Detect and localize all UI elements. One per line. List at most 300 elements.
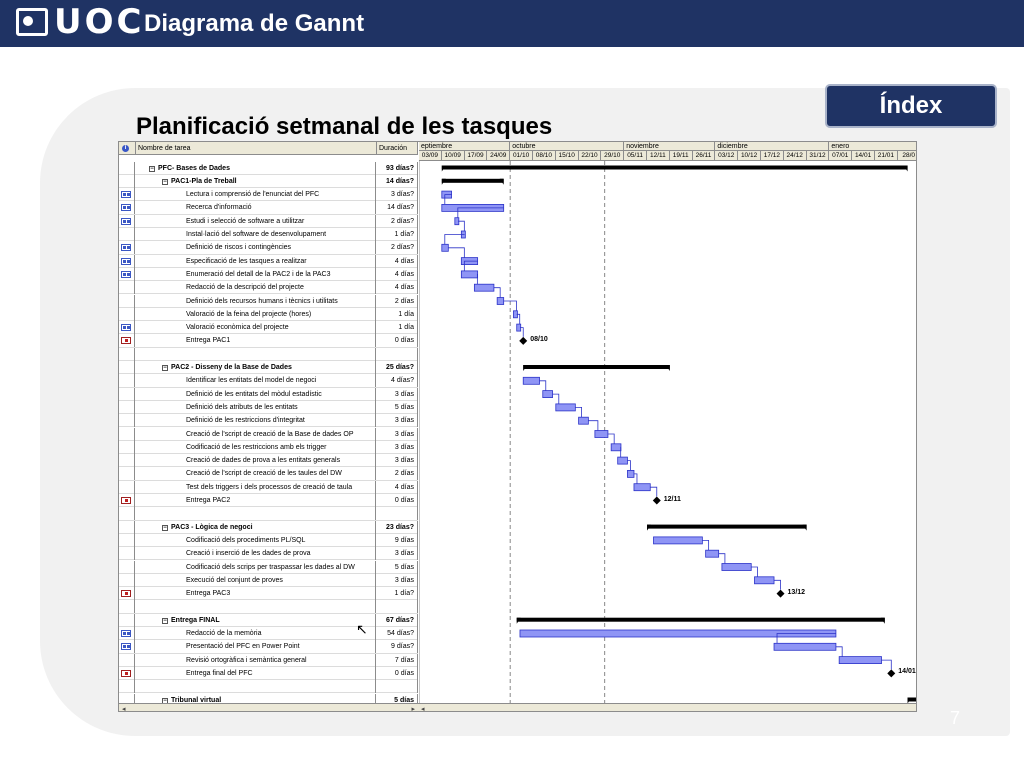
task-name-text: Creació i inserció de les dades de prova bbox=[186, 550, 311, 558]
gantt-chart-screenshot bbox=[118, 141, 917, 712]
task-row[interactable] bbox=[119, 494, 418, 507]
dependency-arrow bbox=[540, 381, 546, 391]
task-name bbox=[136, 334, 376, 347]
task-name bbox=[136, 561, 376, 574]
task-name-text: Creació de dades de prova a les entitats generals bbox=[186, 457, 341, 465]
task-name-text: Estudi i selecció de software a utilitzar bbox=[186, 217, 305, 225]
task-duration: 93 días? bbox=[377, 162, 418, 175]
collapse-icon[interactable]: − bbox=[163, 617, 167, 624]
timescale-month: noviembre bbox=[624, 142, 715, 151]
milestone-indicator-icon bbox=[121, 497, 131, 504]
task-duration: 67 días? bbox=[377, 614, 418, 627]
row-indicator bbox=[119, 308, 135, 321]
task-note-icon bbox=[121, 258, 131, 265]
dependency-arrow bbox=[650, 487, 657, 496]
task-row[interactable] bbox=[119, 188, 418, 201]
task-duration: 4 días bbox=[377, 255, 418, 268]
task-note-icon bbox=[121, 324, 131, 331]
timescale-week: 14/01 bbox=[852, 151, 875, 161]
task-name bbox=[136, 361, 376, 374]
timescale-week: 17/12 bbox=[761, 151, 784, 161]
task-bar bbox=[634, 484, 650, 491]
task-name bbox=[136, 428, 376, 441]
row-indicator bbox=[119, 441, 135, 454]
task-name-text: Definició dels recursos humans i tècnics i utilitats bbox=[186, 297, 338, 305]
row-indicator bbox=[119, 281, 135, 294]
task-note-icon bbox=[121, 191, 131, 198]
task-duration: 5 días bbox=[377, 401, 418, 414]
task-row[interactable] bbox=[119, 481, 418, 494]
task-name bbox=[136, 587, 376, 600]
task-duration: 3 días bbox=[377, 454, 418, 467]
task-row[interactable] bbox=[119, 401, 418, 414]
row-indicator bbox=[119, 667, 135, 680]
task-bar bbox=[595, 431, 608, 438]
task-row[interactable] bbox=[119, 388, 418, 401]
uoc-logo: UOC bbox=[54, 2, 145, 42]
task-name-text: Entrega PAC1 bbox=[186, 337, 231, 345]
timescale-week: 03/09 bbox=[419, 151, 442, 161]
task-duration: 3 días? bbox=[377, 188, 418, 201]
task-row[interactable] bbox=[119, 241, 418, 254]
dependency-arrow bbox=[494, 288, 500, 298]
timeline-scroll-left-arrow-icon[interactable]: ◂ bbox=[421, 706, 425, 712]
scroll-right-arrow-icon[interactable]: ▸ bbox=[411, 706, 415, 712]
row-indicator bbox=[119, 321, 135, 334]
task-name bbox=[136, 481, 376, 494]
header-bar bbox=[0, 0, 1024, 47]
milestone-indicator-icon bbox=[121, 670, 131, 677]
task-name bbox=[136, 201, 376, 214]
task-name bbox=[136, 374, 376, 387]
row-indicator bbox=[119, 494, 135, 507]
row-indicator bbox=[119, 547, 135, 560]
row-indicator bbox=[119, 507, 135, 520]
scroll-left-arrow-icon[interactable]: ◂ bbox=[122, 706, 126, 712]
timescale-week: 08/10 bbox=[533, 151, 556, 161]
task-name bbox=[136, 454, 376, 467]
task-row[interactable] bbox=[119, 467, 418, 480]
task-name-text: PAC2 - Disseny de la Base de Dades bbox=[171, 364, 292, 371]
task-row[interactable] bbox=[119, 374, 418, 387]
task-duration: 9 días? bbox=[377, 640, 418, 653]
row-indicator bbox=[119, 241, 135, 254]
row-indicator bbox=[119, 534, 135, 547]
summary-bar bbox=[442, 166, 908, 170]
task-row[interactable] bbox=[119, 587, 418, 600]
task-bar bbox=[774, 643, 836, 650]
task-name-text: Definició de les entitats del mòdul estadístic bbox=[186, 390, 322, 398]
timescale-week: 12/11 bbox=[647, 151, 670, 161]
task-duration bbox=[377, 680, 418, 693]
task-row[interactable] bbox=[119, 361, 418, 374]
task-name bbox=[136, 680, 376, 693]
task-name-text: PAC1-Pla de Treball bbox=[171, 177, 237, 185]
task-duration: 9 días bbox=[377, 534, 418, 547]
task-row[interactable] bbox=[119, 162, 418, 175]
task-duration: 14 días? bbox=[377, 201, 418, 214]
task-duration: 4 días bbox=[377, 281, 418, 294]
task-bar bbox=[839, 657, 881, 664]
row-indicator bbox=[119, 467, 135, 480]
task-name bbox=[136, 388, 376, 401]
task-name bbox=[136, 521, 376, 534]
task-name-text: Creació de l'script de creació de les taules del DW bbox=[186, 470, 342, 478]
row-indicator bbox=[119, 481, 135, 494]
summary-bar bbox=[442, 179, 504, 183]
task-name-text: Valoració de la feina del projecte (hores) bbox=[186, 310, 312, 318]
task-row[interactable] bbox=[119, 547, 418, 560]
task-duration: 4 días? bbox=[377, 374, 418, 387]
duration-column-header[interactable]: Duración bbox=[377, 142, 418, 155]
timescale-month: octubre bbox=[510, 142, 624, 151]
task-name-text: Identificar les entitats del model de negoci bbox=[186, 377, 317, 385]
task-name-text: Entrega PAC2 bbox=[186, 497, 231, 504]
task-row[interactable] bbox=[119, 694, 418, 704]
task-row[interactable] bbox=[119, 680, 418, 693]
task-name-text: Redacció de la descripció del projecte bbox=[186, 284, 304, 292]
task-bar bbox=[442, 244, 449, 251]
collapse-icon[interactable]: − bbox=[163, 365, 167, 371]
task-duration: 2 días? bbox=[377, 241, 418, 254]
mouse-pointer-icon: ↖ bbox=[356, 621, 368, 637]
milestone-diamond bbox=[887, 669, 895, 677]
milestone-date-label: 08/10 bbox=[530, 335, 548, 343]
row-indicator bbox=[119, 162, 135, 175]
row-indicator bbox=[119, 334, 135, 347]
task-name-text: Instal·lació del software de desenvolupament bbox=[186, 231, 327, 238]
task-note-icon bbox=[121, 244, 131, 251]
dependency-arrow bbox=[608, 434, 614, 444]
row-indicator bbox=[119, 201, 135, 214]
task-name bbox=[136, 162, 376, 175]
task-duration bbox=[377, 507, 418, 520]
milestone-indicator-icon bbox=[121, 590, 131, 597]
task-name-text: Entrega final del PFC bbox=[186, 669, 253, 677]
milestone-date-label: 14/01 bbox=[898, 668, 916, 676]
task-name-text: Codificació dels procediments PL/SQL bbox=[186, 536, 306, 544]
task-row[interactable] bbox=[119, 215, 418, 228]
task-name-text: Recerca d'informació bbox=[186, 204, 252, 212]
timescale-week: 15/10 bbox=[556, 151, 579, 161]
row-indicator bbox=[119, 561, 135, 574]
task-bar bbox=[654, 537, 703, 544]
dependency-arrow bbox=[627, 461, 630, 471]
task-name bbox=[136, 241, 376, 254]
task-table bbox=[119, 142, 418, 703]
collapse-icon[interactable]: − bbox=[163, 178, 167, 185]
task-name-text: Definició de riscos i contingències bbox=[186, 244, 292, 252]
task-duration: 5 días bbox=[377, 694, 418, 704]
table-horizontal-scrollbar[interactable] bbox=[119, 703, 418, 712]
timescale-week: 01/10 bbox=[510, 151, 533, 161]
task-name-text: Redacció de la memòria bbox=[186, 630, 262, 637]
task-name-text: Tribunal virtual bbox=[171, 696, 222, 703]
milestone-date-label: 13/12 bbox=[787, 588, 806, 596]
row-indicator bbox=[119, 295, 135, 308]
task-name-text: PFC- Bases de Dades bbox=[158, 164, 230, 172]
task-note-icon bbox=[121, 218, 131, 225]
task-row[interactable] bbox=[119, 414, 418, 427]
task-row[interactable] bbox=[119, 534, 418, 547]
task-name bbox=[136, 268, 376, 281]
timescale-week: 28/0 bbox=[898, 151, 917, 161]
task-name bbox=[136, 574, 376, 587]
task-duration: 7 días bbox=[377, 654, 418, 667]
task-row[interactable] bbox=[119, 428, 418, 441]
row-indicator bbox=[119, 574, 135, 587]
task-name-text: Codificació dels scrips per traspassar les dades al DW bbox=[186, 563, 355, 571]
row-indicator bbox=[119, 228, 135, 241]
timescale-week: 24/12 bbox=[784, 151, 807, 161]
task-name bbox=[136, 547, 376, 560]
row-indicator bbox=[119, 348, 135, 361]
timescale-week: 10/12 bbox=[738, 151, 761, 161]
task-name bbox=[136, 414, 376, 427]
row-indicator bbox=[119, 388, 135, 401]
task-bar bbox=[579, 417, 589, 424]
task-row[interactable] bbox=[119, 627, 418, 640]
timescale-week: 29/10 bbox=[601, 151, 624, 161]
task-row[interactable] bbox=[119, 640, 418, 653]
task-row[interactable] bbox=[119, 654, 418, 667]
row-indicator bbox=[119, 268, 135, 281]
task-name bbox=[136, 467, 376, 480]
gantt-bars bbox=[419, 142, 917, 703]
task-name bbox=[136, 321, 376, 334]
timescale-week: 05/11 bbox=[624, 151, 647, 161]
row-indicator bbox=[119, 454, 135, 467]
task-bar bbox=[556, 404, 576, 411]
task-name bbox=[136, 507, 376, 520]
task-duration: 4 días bbox=[377, 481, 418, 494]
index-button[interactable]: Índex bbox=[825, 84, 997, 128]
task-name-text: Lectura i comprensió de l'enunciat del PFC bbox=[186, 191, 320, 199]
timescale-week: 24/09 bbox=[487, 151, 510, 161]
task-duration: 3 días bbox=[377, 414, 418, 427]
timescale-week: 17/09 bbox=[465, 151, 488, 161]
timescale-week: 21/01 bbox=[875, 151, 898, 161]
timescale-week: 03/12 bbox=[715, 151, 738, 161]
timescale-week: 10/09 bbox=[442, 151, 465, 161]
task-row[interactable] bbox=[119, 334, 418, 347]
row-indicator bbox=[119, 374, 135, 387]
task-row[interactable] bbox=[119, 454, 418, 467]
task-name bbox=[136, 295, 376, 308]
task-duration: 2 días bbox=[377, 467, 418, 480]
gantt-timeline bbox=[419, 142, 917, 703]
timescale-month: diciembre bbox=[715, 142, 829, 151]
row-indicator bbox=[119, 694, 135, 704]
task-bar bbox=[706, 550, 719, 557]
task-row[interactable] bbox=[119, 255, 418, 268]
summary-bar bbox=[517, 618, 885, 622]
row-indicator bbox=[119, 215, 135, 228]
row-indicator bbox=[119, 521, 135, 534]
task-duration: 3 días bbox=[377, 428, 418, 441]
task-name-text: Revisió ortogràfica i semàntica general bbox=[186, 656, 307, 664]
row-indicator bbox=[119, 640, 135, 653]
task-row[interactable] bbox=[119, 441, 418, 454]
timescale-week: 19/11 bbox=[670, 151, 693, 161]
task-bar bbox=[618, 457, 628, 464]
task-row[interactable] bbox=[119, 348, 418, 361]
collapse-icon[interactable]: − bbox=[163, 697, 167, 703]
task-name-text: Enumeració del detall de la PAC2 i de la PAC3 bbox=[186, 270, 331, 278]
task-duration bbox=[377, 348, 418, 361]
task-row[interactable] bbox=[119, 201, 418, 214]
task-row[interactable] bbox=[119, 308, 418, 321]
task-duration: 3 días bbox=[377, 441, 418, 454]
task-name-text: Definició de les restriccions d'integritat bbox=[186, 417, 305, 425]
task-bar bbox=[722, 564, 751, 571]
row-indicator bbox=[119, 188, 135, 201]
task-duration: 1 día? bbox=[377, 228, 418, 241]
milestone-indicator-icon bbox=[121, 337, 131, 344]
task-bar bbox=[461, 271, 477, 278]
slide-title: Diagrama de Gannt bbox=[144, 10, 365, 37]
task-name bbox=[136, 654, 376, 667]
task-name bbox=[136, 215, 376, 228]
task-duration: 0 días bbox=[377, 334, 418, 347]
task-duration: 4 días bbox=[377, 268, 418, 281]
task-name-text: Presentació del PFC en Power Point bbox=[186, 643, 300, 651]
task-duration: 3 días bbox=[377, 547, 418, 560]
task-name-text: Execució del conjunt de proves bbox=[186, 576, 283, 584]
task-duration: 2 días? bbox=[377, 215, 418, 228]
task-duration: 23 días? bbox=[377, 521, 418, 534]
row-indicator bbox=[119, 587, 135, 600]
dependency-arrow bbox=[634, 474, 637, 484]
task-duration: 0 días bbox=[377, 667, 418, 680]
timeline-horizontal-scrollbar[interactable] bbox=[418, 703, 917, 712]
task-duration: 1 día? bbox=[377, 587, 418, 600]
task-bar bbox=[523, 377, 539, 384]
task-name bbox=[136, 614, 376, 627]
task-row[interactable] bbox=[119, 507, 418, 520]
task-name-column-header[interactable]: Nombre de tarea bbox=[136, 142, 377, 155]
row-indicator bbox=[119, 680, 135, 693]
task-name bbox=[136, 441, 376, 454]
task-row[interactable] bbox=[119, 281, 418, 294]
task-name bbox=[136, 667, 376, 680]
row-indicator bbox=[119, 654, 135, 667]
task-name-text: Valoració econòmica del projecte bbox=[186, 324, 289, 332]
dependency-arrow bbox=[588, 421, 598, 431]
task-note-icon bbox=[121, 643, 131, 650]
milestone-diamond bbox=[653, 497, 661, 505]
info-icon: i bbox=[122, 145, 129, 152]
dependency-arrow bbox=[575, 407, 581, 417]
task-name bbox=[136, 228, 376, 241]
task-name-text: Creació de l'script de creació de la Base de dades OP bbox=[186, 430, 354, 438]
row-indicator bbox=[119, 614, 135, 627]
dependency-arrow bbox=[751, 567, 757, 577]
row-indicator bbox=[119, 414, 135, 427]
task-name-text: PAC3 - Lògica de negoci bbox=[171, 523, 253, 531]
task-duration: 1 día bbox=[377, 321, 418, 334]
task-row[interactable] bbox=[119, 667, 418, 680]
task-bar bbox=[754, 577, 774, 584]
task-note-icon bbox=[121, 630, 131, 637]
timescale-week: 07/01 bbox=[829, 151, 852, 161]
row-indicator bbox=[119, 361, 135, 374]
task-row[interactable] bbox=[119, 600, 418, 613]
dependency-arrow bbox=[719, 554, 725, 564]
section-title: Planificació setmanal de les tasques bbox=[136, 113, 553, 140]
task-duration: 1 día bbox=[377, 308, 418, 321]
task-duration: 3 días bbox=[377, 388, 418, 401]
task-bar bbox=[627, 470, 634, 477]
task-note-icon bbox=[121, 204, 131, 211]
task-row[interactable] bbox=[119, 321, 418, 334]
task-row[interactable] bbox=[119, 521, 418, 534]
task-name bbox=[136, 255, 376, 268]
task-duration: 0 días bbox=[377, 494, 418, 507]
dependency-arrow bbox=[836, 647, 842, 657]
task-duration: 5 días bbox=[377, 561, 418, 574]
task-name bbox=[136, 401, 376, 414]
task-name-text: Codificació de les restriccions amb els trigger bbox=[186, 443, 327, 451]
row-indicator bbox=[119, 428, 135, 441]
task-row[interactable] bbox=[119, 228, 418, 241]
task-name bbox=[136, 627, 376, 640]
task-row[interactable] bbox=[119, 268, 418, 281]
row-indicator bbox=[119, 175, 135, 188]
dependency-arrow bbox=[702, 540, 708, 550]
task-row[interactable] bbox=[119, 175, 418, 188]
task-name-text: Test dels triggers i dels processos de creació de taula bbox=[186, 483, 353, 491]
timescale-week: 31/12 bbox=[807, 151, 830, 161]
task-row[interactable] bbox=[119, 574, 418, 587]
task-duration: 14 días? bbox=[377, 175, 418, 188]
task-name bbox=[136, 694, 376, 704]
row-indicator bbox=[119, 600, 135, 613]
dependency-arrow bbox=[882, 660, 892, 669]
task-row[interactable] bbox=[119, 295, 418, 308]
summary-bar bbox=[523, 365, 670, 369]
milestone-diamond bbox=[777, 590, 785, 598]
task-note-icon bbox=[121, 271, 131, 278]
task-name-text: Especificació de les tasques a realitzar bbox=[186, 257, 307, 265]
collapse-icon[interactable]: − bbox=[150, 165, 154, 172]
task-bar bbox=[474, 284, 494, 291]
task-bar bbox=[497, 298, 504, 305]
row-indicator bbox=[119, 627, 135, 640]
summary-bar bbox=[647, 525, 807, 529]
milestone-diamond bbox=[519, 337, 527, 345]
dependency-arrow bbox=[553, 394, 559, 404]
task-name bbox=[136, 308, 376, 321]
collapse-icon[interactable]: − bbox=[163, 524, 167, 531]
task-name bbox=[136, 281, 376, 294]
task-duration: 2 días bbox=[377, 295, 418, 308]
task-row[interactable] bbox=[119, 614, 418, 627]
task-name bbox=[136, 534, 376, 547]
dependency-arrow bbox=[774, 580, 781, 589]
task-row[interactable] bbox=[119, 561, 418, 574]
timescale-week: 22/10 bbox=[579, 151, 602, 161]
task-duration: 25 días? bbox=[377, 361, 418, 374]
task-name-text: Definició dels atributs de les entitats bbox=[186, 403, 298, 411]
task-duration: 54 días? bbox=[377, 627, 418, 640]
timescale-month: eptiembre bbox=[419, 142, 510, 151]
page-number: 7 bbox=[950, 708, 961, 728]
task-name bbox=[136, 640, 376, 653]
task-bar bbox=[611, 444, 621, 451]
task-name bbox=[136, 175, 376, 188]
row-indicator bbox=[119, 401, 135, 414]
